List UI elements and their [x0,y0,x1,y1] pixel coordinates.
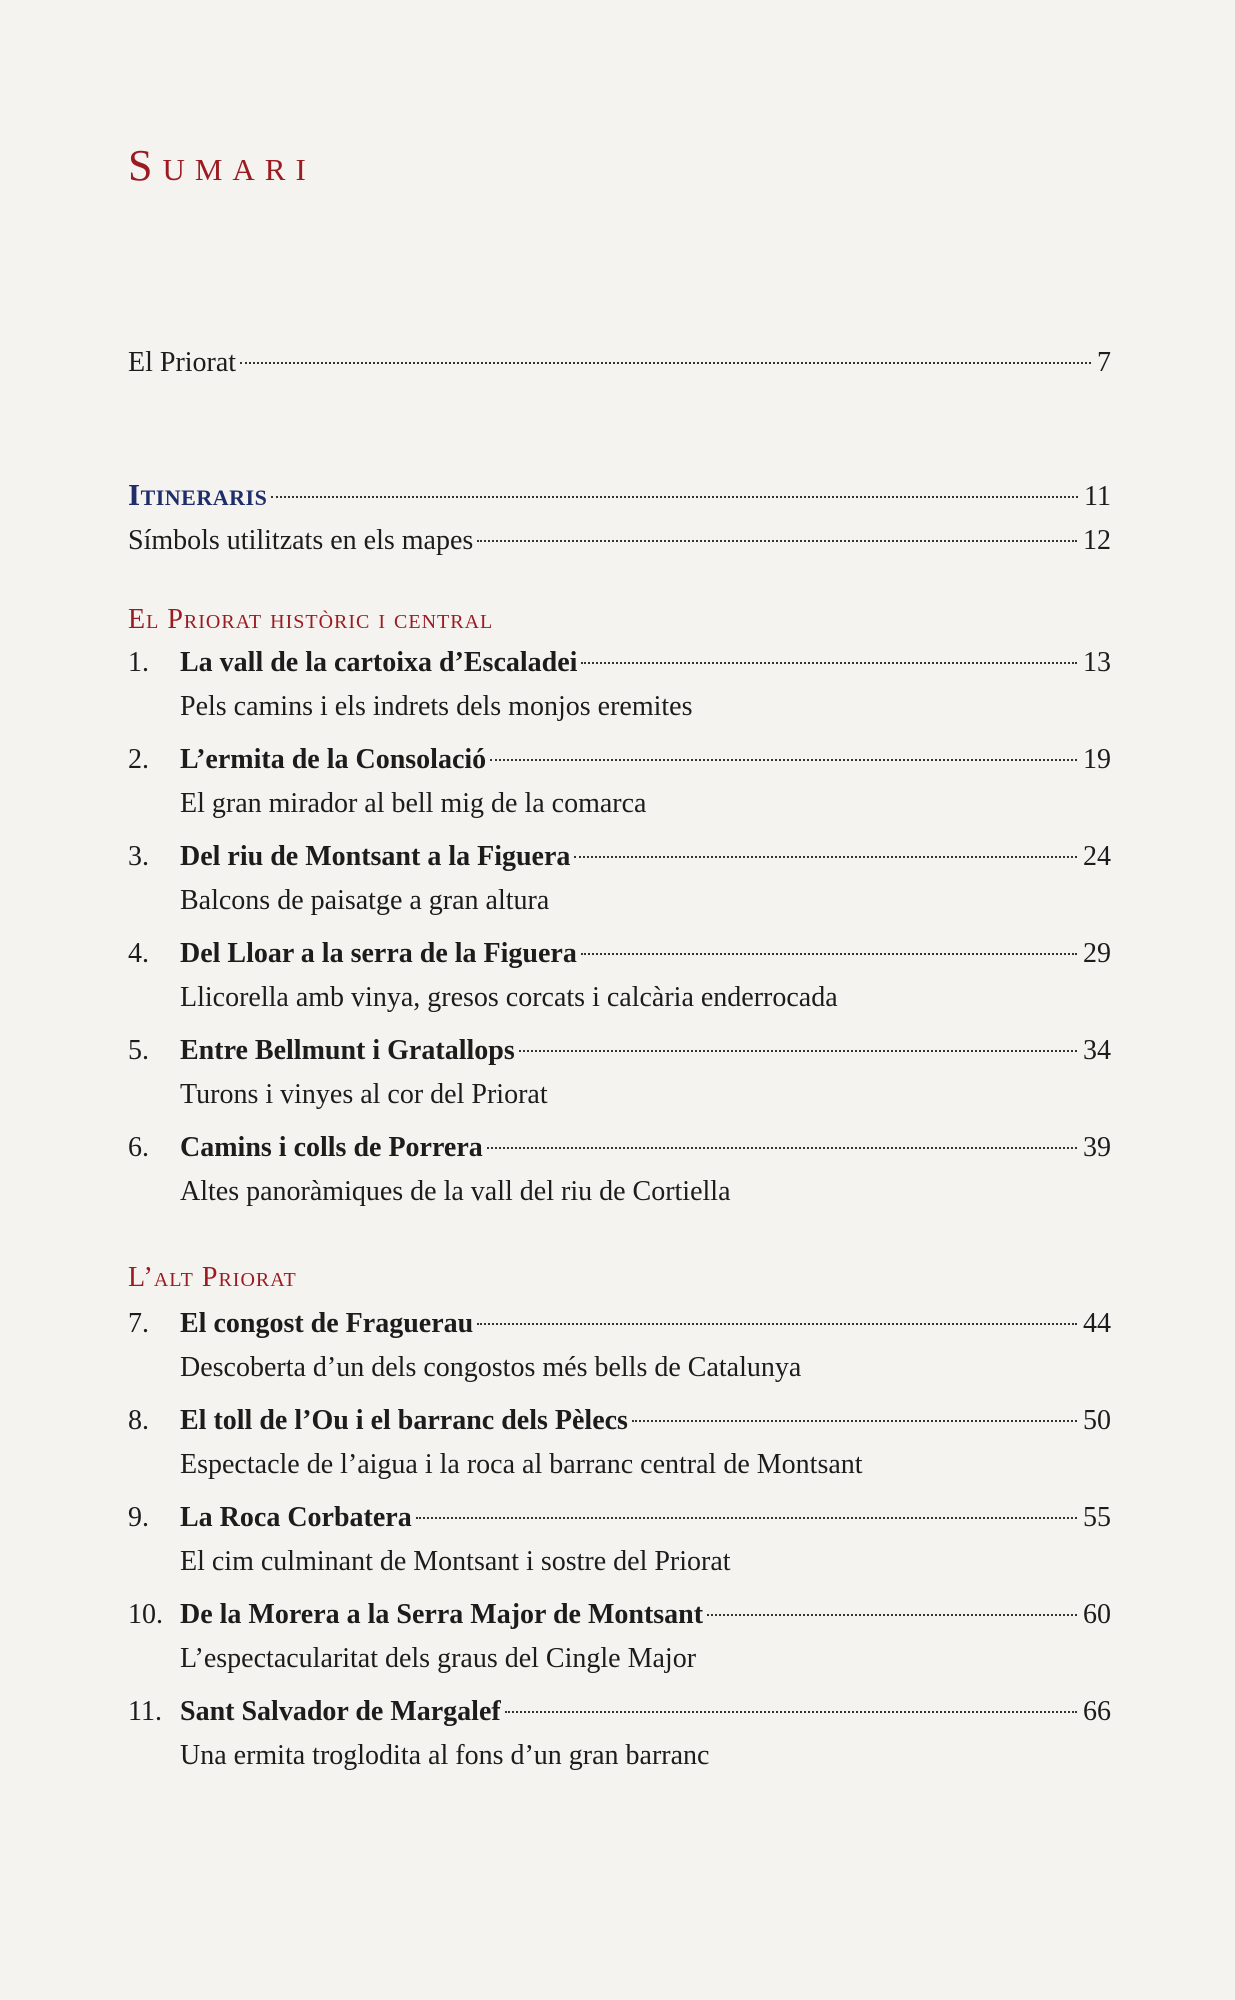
toc-entry-10[interactable] [128,1598,1111,1632]
page-number: 34 [1083,1035,1111,1066]
entry-number: 7. [128,1308,149,1339]
toc-page [128,0,1111,2000]
dot-leader [240,362,1091,364]
toc-entry-2[interactable] [128,743,1111,777]
dot-leader [505,1711,1077,1713]
dot-leader [477,1323,1077,1325]
dot-leader [487,1147,1077,1149]
entry-title: Entre Bellmunt i Gratallops [180,1035,515,1066]
toc-entry-8[interactable] [128,1404,1111,1438]
entry-title: La vall de la cartoixa d’Escaladei [180,647,578,678]
entry-title: La Roca Corbatera [180,1502,412,1533]
entry-subtitle: Balcons de paisatge a gran altura [180,885,550,916]
entry-title: Del Lloar a la serra de la Figuera [180,938,577,969]
entry-number: 4. [128,938,149,969]
toc-entry-intro[interactable] [128,346,1111,380]
entry-subtitle: Espectacle de l’aigua i la roca al barranc central de Montsant [180,1449,863,1480]
toc-entry-11[interactable] [128,1695,1111,1729]
dot-leader [477,540,1077,542]
entry-number: 8. [128,1405,149,1436]
entry-subtitle: L’espectacularitat dels graus del Cingle Major [180,1643,697,1674]
entry-number: 9. [128,1502,149,1533]
section-heading-alt-priorat: L’alt Priorat [128,1262,297,1293]
page-number: 66 [1083,1696,1111,1727]
entry-number: 6. [128,1132,149,1163]
entry-number: 11. [128,1696,162,1727]
dot-leader [581,662,1077,664]
entry-number: 3. [128,841,149,872]
toc-entry-itineraris[interactable] [128,478,1111,514]
page-title: Sumari [128,141,316,190]
dot-leader [581,953,1077,955]
dot-leader [490,759,1077,761]
dot-leader [271,496,1078,498]
entry-number: 2. [128,744,149,775]
entry-subtitle: El cim culminant de Montsant i sostre del Priorat [180,1546,731,1577]
entry-title: Camins i colls de Porrera [180,1132,483,1163]
page-number: 39 [1083,1132,1111,1163]
entry-title: El congost de Fraguerau [180,1308,474,1339]
dot-leader [632,1420,1077,1422]
page-number: 24 [1083,841,1111,872]
entry-number: 5. [128,1035,149,1066]
entry-title: Sant Salvador de Margalef [180,1696,501,1727]
entry-title: El toll de l’Ou i el barranc dels Pèlecs [180,1405,628,1436]
toc-entry-1[interactable] [128,646,1111,680]
entry-number: 1. [128,647,149,678]
page-number: 12 [1083,525,1111,556]
toc-entry-7[interactable] [128,1307,1111,1341]
toc-entry-6[interactable] [128,1131,1111,1165]
entry-title: Del riu de Montsant a la Figuera [180,841,571,872]
dot-leader [416,1517,1077,1519]
entry-title: Símbols utilitzats en els mapes [128,525,474,556]
entry-title: El Priorat [128,347,237,378]
entry-subtitle: Pels camins i els indrets dels monjos eremites [180,691,693,722]
entry-subtitle: Descoberta d’un dels congostos més bells de Catalunya [180,1352,802,1383]
entry-subtitle: Una ermita troglodita al fons d’un gran barranc [180,1740,710,1771]
section-heading-itineraris: Itineraris [128,477,268,512]
page-number: 11 [1084,481,1111,512]
dot-leader [574,856,1077,858]
section-heading-priorat-historic: El Priorat històric i central [128,604,494,635]
page-number: 13 [1083,647,1111,678]
toc-entry-5[interactable] [128,1034,1111,1068]
dot-leader [707,1614,1077,1616]
page-number: 60 [1083,1599,1111,1630]
entry-title: L’ermita de la Consolació [180,744,487,775]
entry-number: 10. [128,1599,163,1630]
page-number: 55 [1083,1502,1111,1533]
page-number: 19 [1083,744,1111,775]
page-number: 44 [1083,1308,1111,1339]
entry-subtitle: El gran mirador al bell mig de la comarca [180,788,647,819]
entry-subtitle: Altes panoràmiques de la vall del riu de Cortiella [180,1176,731,1207]
page-number: 29 [1083,938,1111,969]
entry-title: De la Morera a la Serra Major de Montsant [180,1599,704,1630]
page-number: 50 [1083,1405,1111,1436]
toc-entry-9[interactable] [128,1501,1111,1535]
dot-leader [519,1050,1077,1052]
toc-entry-3[interactable] [128,840,1111,874]
entry-subtitle: Llicorella amb vinya, gresos corcats i calcària enderrocada [180,982,838,1013]
toc-entry-simbols[interactable] [128,524,1111,558]
toc-entry-4[interactable] [128,937,1111,971]
entry-subtitle: Turons i vinyes al cor del Priorat [180,1079,548,1110]
page-number: 7 [1097,347,1111,378]
